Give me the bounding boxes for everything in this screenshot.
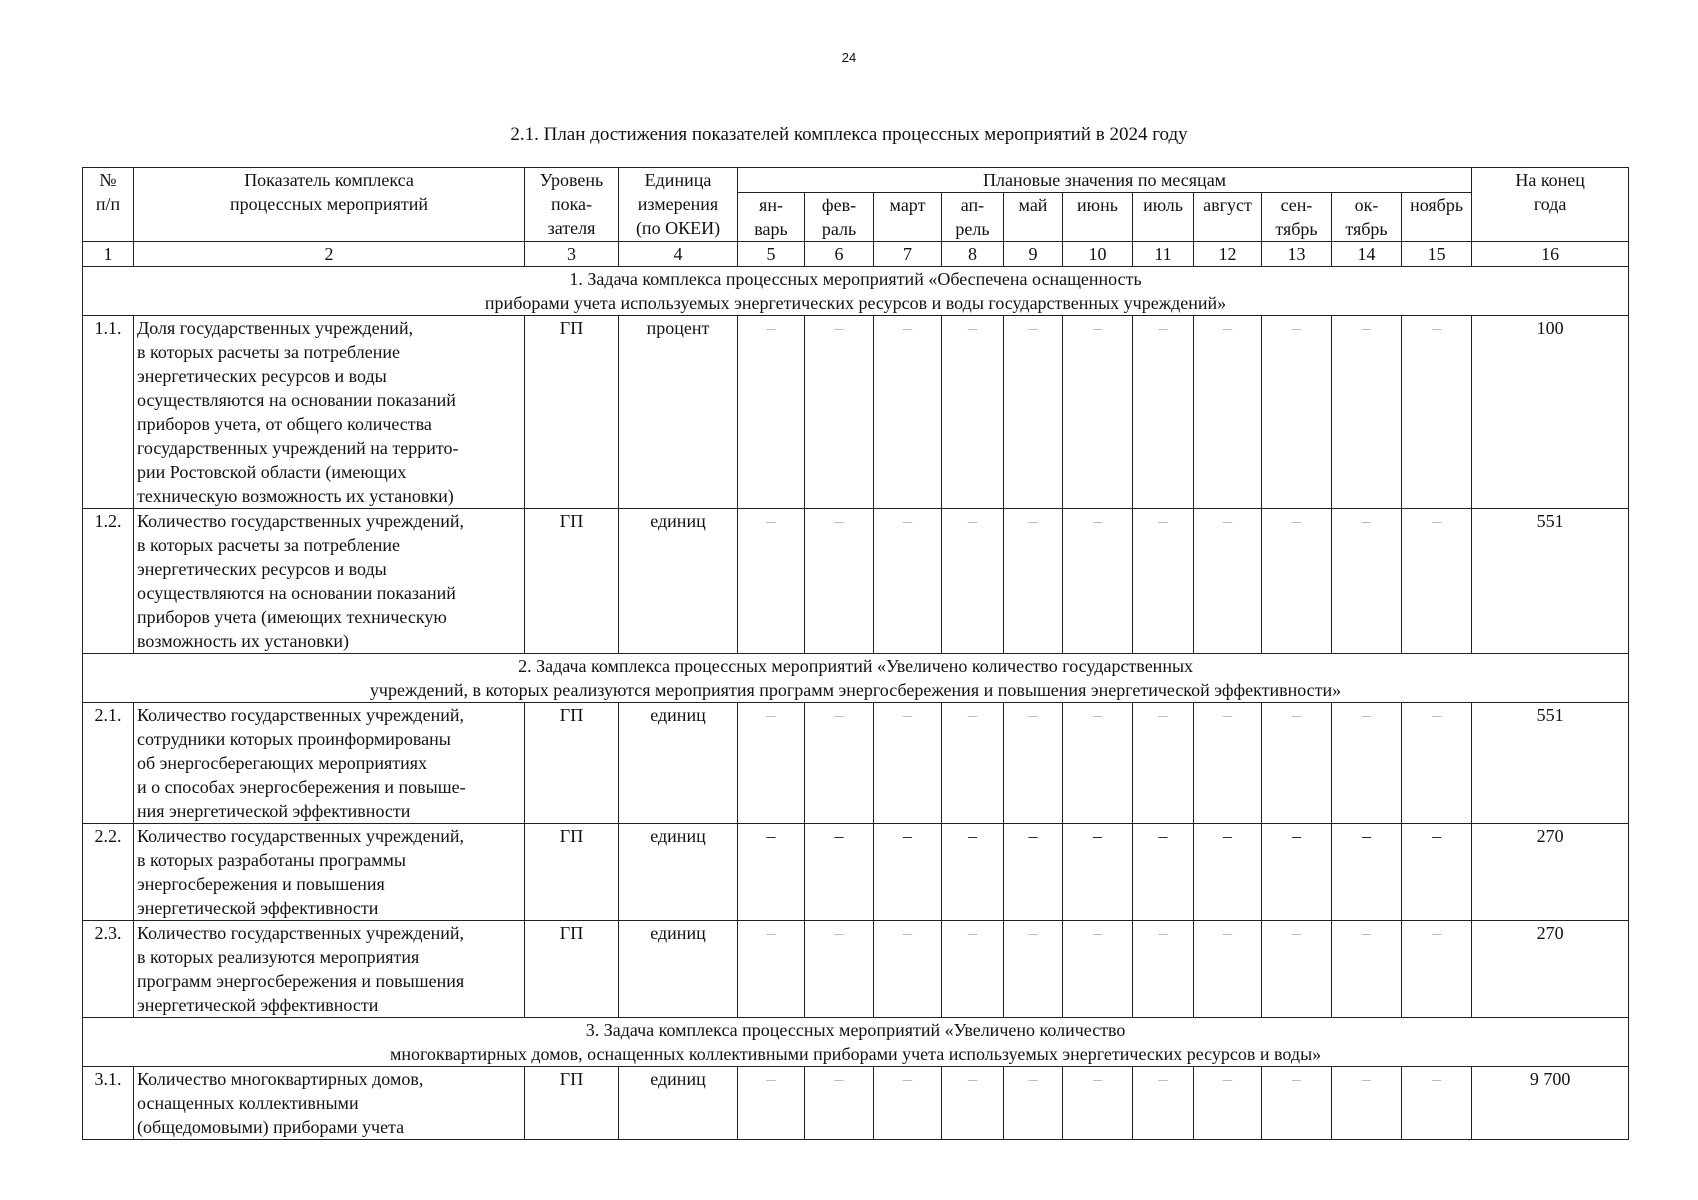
month-value-february: – <box>805 703 874 824</box>
month-value-august: – <box>1194 509 1262 654</box>
header-month-may: май <box>1004 193 1063 242</box>
month-value-july: – <box>1133 703 1194 824</box>
row-number: 2.2. <box>83 824 134 921</box>
task-title: 2. Задача комплекса процессных мероприятий «Увеличено количество государственных учреждений, в которых реализуются мероприятия программ энергосбережения и повышения энергетической эффективности» <box>83 654 1629 703</box>
month-value-march: – <box>874 1067 942 1140</box>
month-value-february: – <box>805 921 874 1018</box>
indicator-name: Доля государственных учреждений, в которых расчеты за потребление энергетических ресурсов и воды осуществляются на основании показаний приборов учета, от общего количества государственных учреждений на террито- рии Ростовской области (имеющих техническую возможность их установки) <box>134 316 525 509</box>
month-value-april: – <box>942 316 1004 509</box>
month-value-january: – <box>738 1067 805 1140</box>
month-value-may: – <box>1004 316 1063 509</box>
month-value-may: – <box>1004 921 1063 1018</box>
month-value-june: – <box>1063 824 1133 921</box>
header-month-june: июнь <box>1063 193 1133 242</box>
end-of-year-value: 270 <box>1472 824 1629 921</box>
indicator-name: Количество государственных учреждений, в которых реализуются мероприятия программ энергосбережения и повышения энергетической эффективности <box>134 921 525 1018</box>
month-value-february: – <box>805 824 874 921</box>
month-value-june: – <box>1063 703 1133 824</box>
column-number: 12 <box>1194 242 1262 267</box>
header-month-january: ян- варь <box>738 193 805 242</box>
column-number: 8 <box>942 242 1004 267</box>
column-number: 15 <box>1402 242 1472 267</box>
column-number: 9 <box>1004 242 1063 267</box>
month-value-july: – <box>1133 1067 1194 1140</box>
column-number: 2 <box>134 242 525 267</box>
month-value-november: – <box>1402 316 1472 509</box>
month-value-february: – <box>805 1067 874 1140</box>
column-number: 10 <box>1063 242 1133 267</box>
unit-of-measure: единиц <box>619 921 738 1018</box>
task-row <box>83 267 1629 316</box>
header-month-july: июль <box>1133 193 1194 242</box>
page-number: 24 <box>841 50 857 65</box>
month-value-june: – <box>1063 1067 1133 1140</box>
month-value-april: – <box>942 509 1004 654</box>
month-value-january: – <box>738 316 805 509</box>
month-value-march: – <box>874 921 942 1018</box>
month-value-may: – <box>1004 1067 1063 1140</box>
month-value-march: – <box>874 509 942 654</box>
column-number: 16 <box>1472 242 1629 267</box>
column-number: 1 <box>83 242 134 267</box>
header-indicator: Показатель комплекса процессных мероприятий <box>134 168 525 242</box>
month-value-november: – <box>1402 509 1472 654</box>
end-of-year-value: 551 <box>1472 703 1629 824</box>
column-number: 6 <box>805 242 874 267</box>
month-value-january: – <box>738 703 805 824</box>
month-value-september: – <box>1262 509 1332 654</box>
table-row <box>83 703 1629 824</box>
indicator-level: ГП <box>525 824 619 921</box>
header-month-april: ап- рель <box>942 193 1004 242</box>
month-value-october: – <box>1332 824 1402 921</box>
task-row <box>83 1018 1629 1067</box>
month-value-august: – <box>1194 824 1262 921</box>
month-value-july: – <box>1133 316 1194 509</box>
table-row <box>83 921 1629 1018</box>
row-number: 1.1. <box>83 316 134 509</box>
indicator-level: ГП <box>525 316 619 509</box>
month-value-april: – <box>942 824 1004 921</box>
indicator-level: ГП <box>525 703 619 824</box>
month-value-september: – <box>1262 824 1332 921</box>
header-num: № п/п <box>83 168 134 242</box>
unit-of-measure: процент <box>619 316 738 509</box>
header-level: Уровень пока- зателя <box>525 168 619 242</box>
month-value-october: – <box>1332 703 1402 824</box>
table-row <box>83 824 1629 921</box>
table-title: 2.1. План достижения показателей комплекса процессных мероприятий в 2024 году <box>510 124 1188 145</box>
month-value-june: – <box>1063 316 1133 509</box>
month-value-august: – <box>1194 921 1262 1018</box>
unit-of-measure: единиц <box>619 703 738 824</box>
month-value-july: – <box>1133 824 1194 921</box>
row-number: 1.2. <box>83 509 134 654</box>
header-unit: Единица измерения (по ОКЕИ) <box>619 168 738 242</box>
header-month-august: август <box>1194 193 1262 242</box>
indicator-level: ГП <box>525 921 619 1018</box>
month-value-august: – <box>1194 316 1262 509</box>
table-row <box>83 316 1629 509</box>
column-number: 3 <box>525 242 619 267</box>
indicator-name: Количество государственных учреждений, в которых расчеты за потребление энергетических ресурсов и воды осуществляются на основании показаний приборов учета (имеющих техническую возможность их установки) <box>134 509 525 654</box>
task-title: 3. Задача комплекса процессных мероприятий «Увеличено количество многоквартирных домов, оснащенных коллективными приборами учета используемых энергетических ресурсов и воды» <box>83 1018 1629 1067</box>
column-number: 7 <box>874 242 942 267</box>
end-of-year-value: 551 <box>1472 509 1629 654</box>
month-value-may: – <box>1004 703 1063 824</box>
month-value-november: – <box>1402 921 1472 1018</box>
month-value-march: – <box>874 316 942 509</box>
table-row <box>83 1067 1629 1140</box>
indicator-name: Количество государственных учреждений, в которых разработаны программы энергосбережения и повышения энергетической эффективности <box>134 824 525 921</box>
unit-of-measure: единиц <box>619 1067 738 1140</box>
plan-table <box>82 167 1629 1140</box>
month-value-july: – <box>1133 921 1194 1018</box>
month-value-march: – <box>874 824 942 921</box>
end-of-year-value: 270 <box>1472 921 1629 1018</box>
header-month-november: ноябрь <box>1402 193 1472 242</box>
column-number: 5 <box>738 242 805 267</box>
month-value-november: – <box>1402 1067 1472 1140</box>
month-value-october: – <box>1332 921 1402 1018</box>
row-number: 2.1. <box>83 703 134 824</box>
indicator-level: ГП <box>525 1067 619 1140</box>
month-value-january: – <box>738 509 805 654</box>
header-month-october: ок- тябрь <box>1332 193 1402 242</box>
month-value-march: – <box>874 703 942 824</box>
month-value-may: – <box>1004 824 1063 921</box>
month-value-april: – <box>942 703 1004 824</box>
month-value-october: – <box>1332 1067 1402 1140</box>
task-row <box>83 654 1629 703</box>
unit-of-measure: единиц <box>619 824 738 921</box>
row-number: 2.3. <box>83 921 134 1018</box>
column-number: 4 <box>619 242 738 267</box>
task-title: 1. Задача комплекса процессных мероприятий «Обеспечена оснащенность приборами учета используемых энергетических ресурсов и воды государственных учреждений» <box>83 267 1629 316</box>
month-value-november: – <box>1402 824 1472 921</box>
table-row <box>83 509 1629 654</box>
header-end-year: На конец года <box>1472 168 1629 242</box>
end-of-year-value: 100 <box>1472 316 1629 509</box>
month-value-june: – <box>1063 921 1133 1018</box>
header-month-september: сен- тябрь <box>1262 193 1332 242</box>
month-value-february: – <box>805 316 874 509</box>
month-value-june: – <box>1063 509 1133 654</box>
month-value-september: – <box>1262 703 1332 824</box>
header-month-march: март <box>874 193 942 242</box>
month-value-september: – <box>1262 921 1332 1018</box>
row-number: 3.1. <box>83 1067 134 1140</box>
end-of-year-value: 9 700 <box>1472 1067 1629 1140</box>
column-number: 14 <box>1332 242 1402 267</box>
month-value-july: – <box>1133 509 1194 654</box>
column-number-row <box>83 242 1629 267</box>
month-value-october: – <box>1332 509 1402 654</box>
month-value-august: – <box>1194 703 1262 824</box>
indicator-name: Количество многоквартирных домов, оснащенных коллективными (общедомовыми) приборами учета <box>134 1067 525 1140</box>
column-number: 11 <box>1133 242 1194 267</box>
month-value-january: – <box>738 921 805 1018</box>
month-value-april: – <box>942 1067 1004 1140</box>
indicator-level: ГП <box>525 509 619 654</box>
header-planned-values: Плановые значения по месяцам <box>738 168 1472 193</box>
month-value-february: – <box>805 509 874 654</box>
month-value-may: – <box>1004 509 1063 654</box>
month-value-september: – <box>1262 1067 1332 1140</box>
month-value-april: – <box>942 921 1004 1018</box>
column-number: 13 <box>1262 242 1332 267</box>
unit-of-measure: единиц <box>619 509 738 654</box>
indicator-name: Количество государственных учреждений, сотрудники которых проинформированы об энергосберегающих мероприятиях и о способах энергосбережения и повыше- ния энергетической эффективности <box>134 703 525 824</box>
header-month-february: фев- раль <box>805 193 874 242</box>
month-value-november: – <box>1402 703 1472 824</box>
month-value-january: – <box>738 824 805 921</box>
month-value-october: – <box>1332 316 1402 509</box>
month-value-september: – <box>1262 316 1332 509</box>
month-value-august: – <box>1194 1067 1262 1140</box>
